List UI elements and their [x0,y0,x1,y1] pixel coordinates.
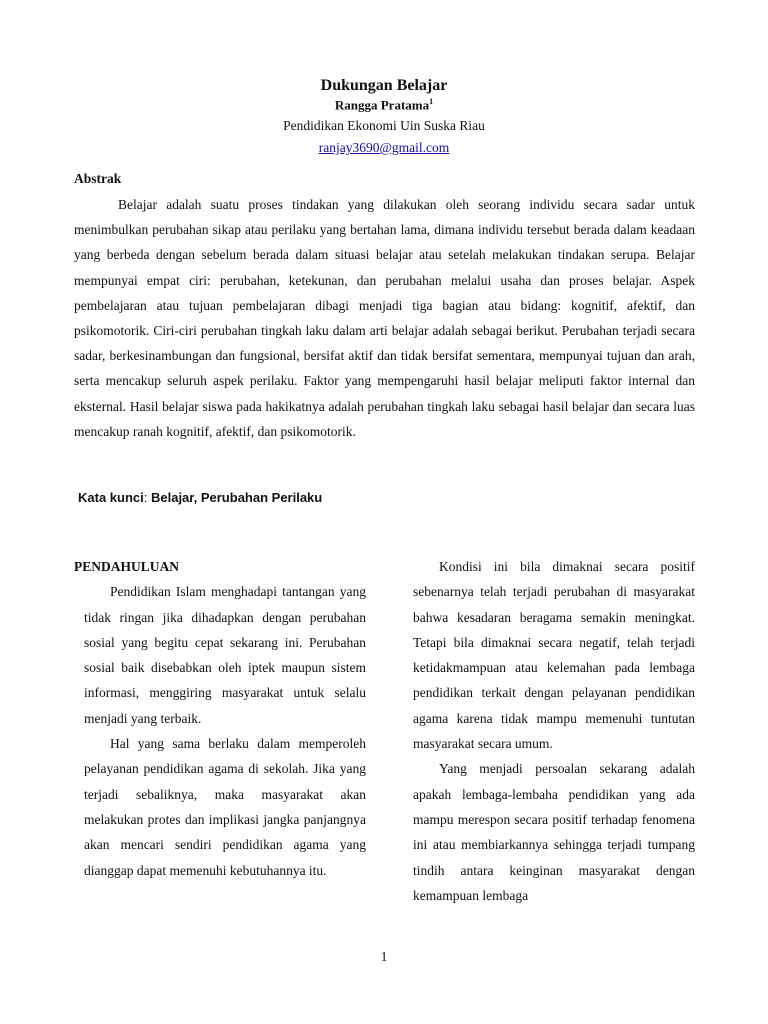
keywords-separator: : [143,490,151,505]
keywords-line [78,489,322,507]
keywords-value: Belajar, Perubahan Perilaku [150,490,323,505]
affiliation: Pendidikan Ekonomi Uin Suska Riau [283,118,485,133]
left-column [74,554,366,883]
section-heading-pendahuluan: PENDAHULUAN [74,559,180,574]
abstract-heading: Abstrak [74,171,122,186]
paragraph: Pendidikan Islam menghadapi tantangan yang tidak ringan jika dihadapkan dengan perubahan sosial yang begitu cepat sekarang ini. Perubahan sosial baik disebabkan oleh iptek maupun sistem informasi, menggiring masyarakat untuk selalu menjadi yang terbaik. [84,584,366,726]
abstract-body: Belajar adalah suatu proses tindakan yang dilakukan oleh seorang individu secara sadar untuk menimbulkan perubahan sikap atau perilaku yang bertahan lama, dimana individu tersebut berada dalam keadaan yang berbeda dengan sebelum berada dalam situasi belajar atau setelah melakukan tindakan serupa. Belajar mempunyai empat ciri: perubahan, ketekunan, dan perubahan melalui usaha dan proses belajar. Aspek pembelajaran atau tujuan pembelajaran dibagi menjadi tiga bagian atau bidang: kognitif, afektif, dan psikomotorik. Ciri-ciri perubahan tingkah laku dalam arti belajar adalah sebagai berikut. Perubahan terjadi secara sadar, berkesinambungan dan fungsional, bersifat aktif dan tidak bersifat sementara, mempunyai tujuan dan arah, serta mencakup seluruh aspek perilaku. Faktor yang mempengaruhi hasil belajar meliputi faktor internal dan eksternal. Hasil belajar siswa pada hakikatnya adalah perubahan tingkah laku sebagai hasil belajar dan secara luas mencakup ranah kognitif, afektif, dan psikomotorik. [74,197,695,439]
right-column [403,554,695,908]
paragraph: Yang menjadi persoalan sekarang adalah apakah lembaga-lembaha pendidikan yang ada mampu merespon secara positif terhadap fenomena ini atau membiarkannya sehingga terjadi tumpang tindih antara keinginan masyarakat dengan kemampuan lembaga [413,761,695,903]
email-link[interactable]: ranjay3690@gmail.com [318,140,450,155]
paper-title: Dukungan Belajar [320,77,448,94]
keywords-label: Kata kunci [78,490,144,505]
author-line [0,94,768,113]
author-footnote-marker: 1 [429,97,434,106]
page-number: 1 [380,949,388,964]
paragraph: Kondisi ini bila dimaknai secara positif sebenarnya telah terjadi perubahan di masyarakat bahwa kesadaran beragama semakin meningkat. Tetapi bila dimaknai secara negatif, telah terjadi ketidakmampuan atau kelemahan pada lembaga pendidikan terkait dengan pelayanan pendidikan agama karena tidak mampu memenuhi tuntutan masyarakat secara umum. [413,559,695,752]
email-line [0,139,768,157]
author-name: Rangga Pratama [334,97,430,113]
paragraph: Hal yang sama berlaku dalam memperoleh pelayanan pendidikan agama di sekolah. Jika yang terjadi sebaliknya, maka masyarakat akan melakukan protes dan implikasi jangka panjangnya akan mencari sendiri pendidikan agama yang dianggap dapat memenuhi kebutuhannya itu. [84,736,366,878]
